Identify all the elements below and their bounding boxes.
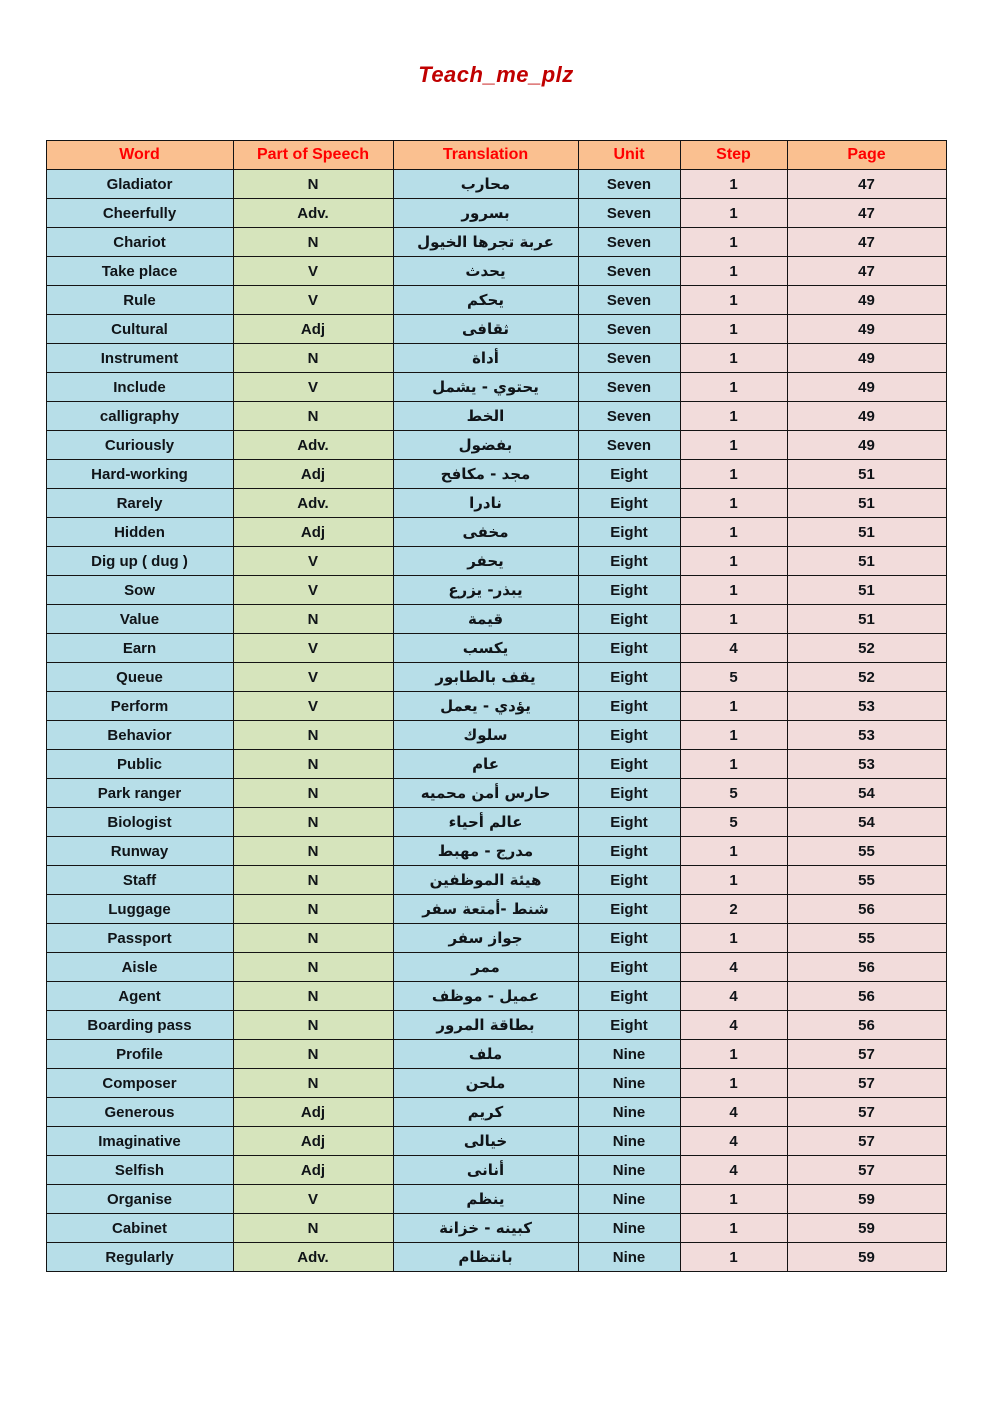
cell-step: 1 bbox=[680, 547, 787, 576]
cell-page: 57 bbox=[787, 1156, 946, 1185]
cell-step: 1 bbox=[680, 199, 787, 228]
cell-step: 1 bbox=[680, 257, 787, 286]
column-header-unit: Unit bbox=[578, 141, 680, 170]
table-row bbox=[46, 315, 946, 344]
cell-word: Staff bbox=[46, 866, 233, 895]
cell-translation: يحفر bbox=[393, 547, 578, 576]
cell-page: 49 bbox=[787, 315, 946, 344]
cell-step: 1 bbox=[680, 866, 787, 895]
cell-pos: N bbox=[233, 1069, 393, 1098]
cell-step: 1 bbox=[680, 344, 787, 373]
cell-pos: V bbox=[233, 257, 393, 286]
cell-page: 47 bbox=[787, 199, 946, 228]
table-row bbox=[46, 953, 946, 982]
cell-step: 1 bbox=[680, 460, 787, 489]
table-row bbox=[46, 1127, 946, 1156]
cell-pos: N bbox=[233, 750, 393, 779]
cell-pos: N bbox=[233, 982, 393, 1011]
cell-unit: Seven bbox=[578, 402, 680, 431]
table-row bbox=[46, 402, 946, 431]
cell-translation: أداة bbox=[393, 344, 578, 373]
cell-word: Queue bbox=[46, 663, 233, 692]
cell-unit: Seven bbox=[578, 170, 680, 199]
cell-pos: Adv. bbox=[233, 199, 393, 228]
column-header-step: Step bbox=[680, 141, 787, 170]
cell-word: Hard-working bbox=[46, 460, 233, 489]
cell-word: Biologist bbox=[46, 808, 233, 837]
cell-page: 57 bbox=[787, 1127, 946, 1156]
cell-step: 4 bbox=[680, 1011, 787, 1040]
cell-step: 1 bbox=[680, 605, 787, 634]
cell-translation: بسرور bbox=[393, 199, 578, 228]
cell-pos: N bbox=[233, 866, 393, 895]
cell-page: 49 bbox=[787, 431, 946, 460]
table-row bbox=[46, 1011, 946, 1040]
cell-page: 51 bbox=[787, 605, 946, 634]
cell-page: 49 bbox=[787, 373, 946, 402]
cell-step: 5 bbox=[680, 663, 787, 692]
cell-pos: N bbox=[233, 344, 393, 373]
cell-unit: Eight bbox=[578, 1011, 680, 1040]
cell-unit: Eight bbox=[578, 982, 680, 1011]
table-row bbox=[46, 257, 946, 286]
cell-translation: كبينه - خزانة bbox=[393, 1214, 578, 1243]
cell-step: 1 bbox=[680, 837, 787, 866]
cell-pos: N bbox=[233, 779, 393, 808]
cell-pos: N bbox=[233, 605, 393, 634]
cell-pos: N bbox=[233, 170, 393, 199]
page-title: Teach_me_plz bbox=[418, 62, 574, 87]
cell-pos: N bbox=[233, 837, 393, 866]
cell-pos: V bbox=[233, 373, 393, 402]
cell-word: Generous bbox=[46, 1098, 233, 1127]
cell-step: 1 bbox=[680, 1069, 787, 1098]
cell-translation: سلوك bbox=[393, 721, 578, 750]
column-header-word: Word bbox=[46, 141, 233, 170]
cell-page: 57 bbox=[787, 1040, 946, 1069]
cell-pos: V bbox=[233, 547, 393, 576]
cell-step: 1 bbox=[680, 576, 787, 605]
cell-page: 54 bbox=[787, 779, 946, 808]
cell-step: 4 bbox=[680, 1156, 787, 1185]
cell-translation: حارس أمن محميه bbox=[393, 779, 578, 808]
cell-translation: الخط bbox=[393, 402, 578, 431]
cell-pos: V bbox=[233, 576, 393, 605]
cell-unit: Seven bbox=[578, 315, 680, 344]
table-row bbox=[46, 866, 946, 895]
cell-page: 57 bbox=[787, 1069, 946, 1098]
cell-word: Selfish bbox=[46, 1156, 233, 1185]
table-row bbox=[46, 373, 946, 402]
cell-step: 2 bbox=[680, 895, 787, 924]
cell-step: 4 bbox=[680, 1098, 787, 1127]
cell-unit: Nine bbox=[578, 1156, 680, 1185]
table-row bbox=[46, 1040, 946, 1069]
cell-page: 54 bbox=[787, 808, 946, 837]
cell-pos: V bbox=[233, 1185, 393, 1214]
cell-pos: N bbox=[233, 924, 393, 953]
table-row bbox=[46, 663, 946, 692]
cell-step: 1 bbox=[680, 431, 787, 460]
cell-word: Cultural bbox=[46, 315, 233, 344]
cell-step: 1 bbox=[680, 228, 787, 257]
cell-translation: نادرا bbox=[393, 489, 578, 518]
cell-word: Rarely bbox=[46, 489, 233, 518]
cell-step: 1 bbox=[680, 1185, 787, 1214]
cell-translation: يؤدي - يعمل bbox=[393, 692, 578, 721]
cell-pos: V bbox=[233, 286, 393, 315]
cell-pos: V bbox=[233, 634, 393, 663]
cell-unit: Eight bbox=[578, 750, 680, 779]
cell-pos: N bbox=[233, 1011, 393, 1040]
table-row bbox=[46, 924, 946, 953]
cell-translation: ينظم bbox=[393, 1185, 578, 1214]
cell-translation: عميل - موظف bbox=[393, 982, 578, 1011]
cell-step: 1 bbox=[680, 924, 787, 953]
cell-word: Runway bbox=[46, 837, 233, 866]
table-row bbox=[46, 721, 946, 750]
table-row bbox=[46, 576, 946, 605]
cell-word: Cheerfully bbox=[46, 199, 233, 228]
table-row bbox=[46, 692, 946, 721]
table-row bbox=[46, 344, 946, 373]
cell-pos: V bbox=[233, 692, 393, 721]
cell-page: 55 bbox=[787, 924, 946, 953]
column-header-translation: Translation bbox=[393, 141, 578, 170]
table-row bbox=[46, 1243, 946, 1272]
cell-pos: Adj bbox=[233, 1156, 393, 1185]
table-row bbox=[46, 199, 946, 228]
cell-unit: Nine bbox=[578, 1098, 680, 1127]
cell-pos: N bbox=[233, 1040, 393, 1069]
cell-page: 51 bbox=[787, 489, 946, 518]
table-row bbox=[46, 1185, 946, 1214]
cell-word: Passport bbox=[46, 924, 233, 953]
cell-unit: Eight bbox=[578, 634, 680, 663]
cell-pos: Adj bbox=[233, 315, 393, 344]
cell-step: 4 bbox=[680, 953, 787, 982]
cell-page: 56 bbox=[787, 953, 946, 982]
cell-unit: Eight bbox=[578, 924, 680, 953]
cell-page: 55 bbox=[787, 866, 946, 895]
cell-step: 1 bbox=[680, 1214, 787, 1243]
cell-page: 49 bbox=[787, 402, 946, 431]
cell-page: 49 bbox=[787, 286, 946, 315]
cell-unit: Eight bbox=[578, 808, 680, 837]
cell-unit: Seven bbox=[578, 228, 680, 257]
cell-unit: Eight bbox=[578, 837, 680, 866]
table-row bbox=[46, 895, 946, 924]
cell-translation: شنط -أمتعة سفر bbox=[393, 895, 578, 924]
cell-unit: Nine bbox=[578, 1243, 680, 1272]
column-header-page: Page bbox=[787, 141, 946, 170]
cell-word: Park ranger bbox=[46, 779, 233, 808]
cell-page: 56 bbox=[787, 1011, 946, 1040]
cell-word: Rule bbox=[46, 286, 233, 315]
cell-translation: كريم bbox=[393, 1098, 578, 1127]
cell-unit: Seven bbox=[578, 344, 680, 373]
cell-word: Agent bbox=[46, 982, 233, 1011]
table-row bbox=[46, 808, 946, 837]
cell-pos: Adv. bbox=[233, 489, 393, 518]
cell-word: Behavior bbox=[46, 721, 233, 750]
cell-unit: Eight bbox=[578, 663, 680, 692]
cell-pos: N bbox=[233, 895, 393, 924]
cell-page: 51 bbox=[787, 460, 946, 489]
cell-translation: يقف بالطابور bbox=[393, 663, 578, 692]
cell-translation: ممر bbox=[393, 953, 578, 982]
cell-translation: يحدث bbox=[393, 257, 578, 286]
cell-translation: أنانى bbox=[393, 1156, 578, 1185]
cell-unit: Eight bbox=[578, 489, 680, 518]
cell-word: Public bbox=[46, 750, 233, 779]
cell-step: 1 bbox=[680, 402, 787, 431]
cell-pos: Adv. bbox=[233, 431, 393, 460]
table-row bbox=[46, 1098, 946, 1127]
cell-step: 5 bbox=[680, 779, 787, 808]
cell-word: Boarding pass bbox=[46, 1011, 233, 1040]
cell-word: Gladiator bbox=[46, 170, 233, 199]
table-row bbox=[46, 518, 946, 547]
cell-translation: مدرج - مهبط bbox=[393, 837, 578, 866]
cell-translation: جواز سفر bbox=[393, 924, 578, 953]
cell-word: calligraphy bbox=[46, 402, 233, 431]
cell-unit: Eight bbox=[578, 895, 680, 924]
cell-word: Value bbox=[46, 605, 233, 634]
cell-page: 47 bbox=[787, 170, 946, 199]
cell-word: Organise bbox=[46, 1185, 233, 1214]
cell-word: Luggage bbox=[46, 895, 233, 924]
cell-step: 4 bbox=[680, 1127, 787, 1156]
cell-step: 5 bbox=[680, 808, 787, 837]
cell-step: 4 bbox=[680, 982, 787, 1011]
cell-word: Sow bbox=[46, 576, 233, 605]
cell-unit: Eight bbox=[578, 866, 680, 895]
table-row bbox=[46, 1069, 946, 1098]
cell-word: Cabinet bbox=[46, 1214, 233, 1243]
cell-page: 51 bbox=[787, 576, 946, 605]
cell-page: 51 bbox=[787, 547, 946, 576]
cell-translation: مجد - مكافح bbox=[393, 460, 578, 489]
cell-page: 53 bbox=[787, 721, 946, 750]
cell-translation: عالم أحياء bbox=[393, 808, 578, 837]
cell-translation: بطاقة المرور bbox=[393, 1011, 578, 1040]
cell-unit: Seven bbox=[578, 431, 680, 460]
table-row bbox=[46, 228, 946, 257]
cell-page: 53 bbox=[787, 692, 946, 721]
table-row bbox=[46, 460, 946, 489]
cell-step: 1 bbox=[680, 721, 787, 750]
cell-pos: N bbox=[233, 402, 393, 431]
cell-translation: ملحن bbox=[393, 1069, 578, 1098]
cell-step: 1 bbox=[680, 750, 787, 779]
cell-step: 1 bbox=[680, 692, 787, 721]
cell-page: 59 bbox=[787, 1243, 946, 1272]
cell-page: 57 bbox=[787, 1098, 946, 1127]
cell-page: 55 bbox=[787, 837, 946, 866]
table-row bbox=[46, 489, 946, 518]
cell-translation: ملف bbox=[393, 1040, 578, 1069]
cell-page: 49 bbox=[787, 344, 946, 373]
cell-word: Regularly bbox=[46, 1243, 233, 1272]
cell-page: 47 bbox=[787, 228, 946, 257]
cell-unit: Eight bbox=[578, 779, 680, 808]
cell-word: Curiously bbox=[46, 431, 233, 460]
cell-unit: Eight bbox=[578, 721, 680, 750]
cell-word: Include bbox=[46, 373, 233, 402]
cell-unit: Nine bbox=[578, 1127, 680, 1156]
cell-unit: Seven bbox=[578, 286, 680, 315]
table-row bbox=[46, 170, 946, 199]
table-row bbox=[46, 634, 946, 663]
cell-pos: N bbox=[233, 721, 393, 750]
cell-word: Instrument bbox=[46, 344, 233, 373]
cell-step: 1 bbox=[680, 373, 787, 402]
cell-pos: Adv. bbox=[233, 1243, 393, 1272]
cell-unit: Seven bbox=[578, 199, 680, 228]
cell-unit: Eight bbox=[578, 518, 680, 547]
table-body bbox=[46, 170, 946, 1272]
table-row bbox=[46, 1214, 946, 1243]
cell-word: Earn bbox=[46, 634, 233, 663]
cell-word: Aisle bbox=[46, 953, 233, 982]
cell-pos: Adj bbox=[233, 518, 393, 547]
table-row bbox=[46, 982, 946, 1011]
cell-page: 56 bbox=[787, 982, 946, 1011]
table-row bbox=[46, 605, 946, 634]
cell-pos: N bbox=[233, 228, 393, 257]
cell-pos: Adj bbox=[233, 460, 393, 489]
cell-page: 52 bbox=[787, 663, 946, 692]
cell-pos: Adj bbox=[233, 1098, 393, 1127]
cell-word: Chariot bbox=[46, 228, 233, 257]
cell-word: Perform bbox=[46, 692, 233, 721]
table-row bbox=[46, 547, 946, 576]
table-row bbox=[46, 286, 946, 315]
cell-translation: عربة تجرها الخيول bbox=[393, 228, 578, 257]
cell-translation: مخفى bbox=[393, 518, 578, 547]
cell-page: 59 bbox=[787, 1185, 946, 1214]
cell-step: 4 bbox=[680, 634, 787, 663]
cell-word: Imaginative bbox=[46, 1127, 233, 1156]
table-row bbox=[46, 837, 946, 866]
cell-page: 56 bbox=[787, 895, 946, 924]
cell-translation: يكسب bbox=[393, 634, 578, 663]
cell-unit: Seven bbox=[578, 373, 680, 402]
cell-unit: Seven bbox=[578, 257, 680, 286]
cell-step: 1 bbox=[680, 1040, 787, 1069]
cell-page: 53 bbox=[787, 750, 946, 779]
cell-translation: قيمة bbox=[393, 605, 578, 634]
cell-step: 1 bbox=[680, 1243, 787, 1272]
vocabulary-table bbox=[46, 140, 947, 1272]
cell-page: 59 bbox=[787, 1214, 946, 1243]
table-row bbox=[46, 750, 946, 779]
cell-word: Dig up ( dug ) bbox=[46, 547, 233, 576]
cell-word: Profile bbox=[46, 1040, 233, 1069]
cell-translation: خيالى bbox=[393, 1127, 578, 1156]
cell-translation: يحتوي - يشمل bbox=[393, 373, 578, 402]
table-row bbox=[46, 779, 946, 808]
cell-word: Composer bbox=[46, 1069, 233, 1098]
cell-unit: Nine bbox=[578, 1040, 680, 1069]
cell-translation: محارب bbox=[393, 170, 578, 199]
cell-pos: N bbox=[233, 808, 393, 837]
cell-unit: Nine bbox=[578, 1214, 680, 1243]
table-row bbox=[46, 1156, 946, 1185]
cell-step: 1 bbox=[680, 518, 787, 547]
cell-page: 52 bbox=[787, 634, 946, 663]
cell-pos: N bbox=[233, 1214, 393, 1243]
cell-unit: Eight bbox=[578, 605, 680, 634]
cell-step: 1 bbox=[680, 315, 787, 344]
cell-step: 1 bbox=[680, 489, 787, 518]
cell-translation: هيئة الموظفين bbox=[393, 866, 578, 895]
cell-translation: يحكم bbox=[393, 286, 578, 315]
cell-pos: N bbox=[233, 953, 393, 982]
cell-unit: Eight bbox=[578, 460, 680, 489]
cell-page: 47 bbox=[787, 257, 946, 286]
cell-translation: بانتظام bbox=[393, 1243, 578, 1272]
cell-pos: Adj bbox=[233, 1127, 393, 1156]
cell-translation: بفضول bbox=[393, 431, 578, 460]
cell-unit: Eight bbox=[578, 547, 680, 576]
cell-page: 51 bbox=[787, 518, 946, 547]
cell-pos: V bbox=[233, 663, 393, 692]
cell-word: Take place bbox=[46, 257, 233, 286]
cell-unit: Eight bbox=[578, 953, 680, 982]
cell-unit: Eight bbox=[578, 576, 680, 605]
cell-translation: يبذر- يزرع bbox=[393, 576, 578, 605]
cell-translation: عام bbox=[393, 750, 578, 779]
header-row bbox=[46, 141, 946, 170]
cell-word: Hidden bbox=[46, 518, 233, 547]
cell-unit: Nine bbox=[578, 1069, 680, 1098]
column-header-pos: Part of Speech bbox=[233, 141, 393, 170]
cell-unit: Nine bbox=[578, 1185, 680, 1214]
cell-unit: Eight bbox=[578, 692, 680, 721]
cell-translation: ثقافى bbox=[393, 315, 578, 344]
table-row bbox=[46, 431, 946, 460]
cell-step: 1 bbox=[680, 286, 787, 315]
cell-step: 1 bbox=[680, 170, 787, 199]
